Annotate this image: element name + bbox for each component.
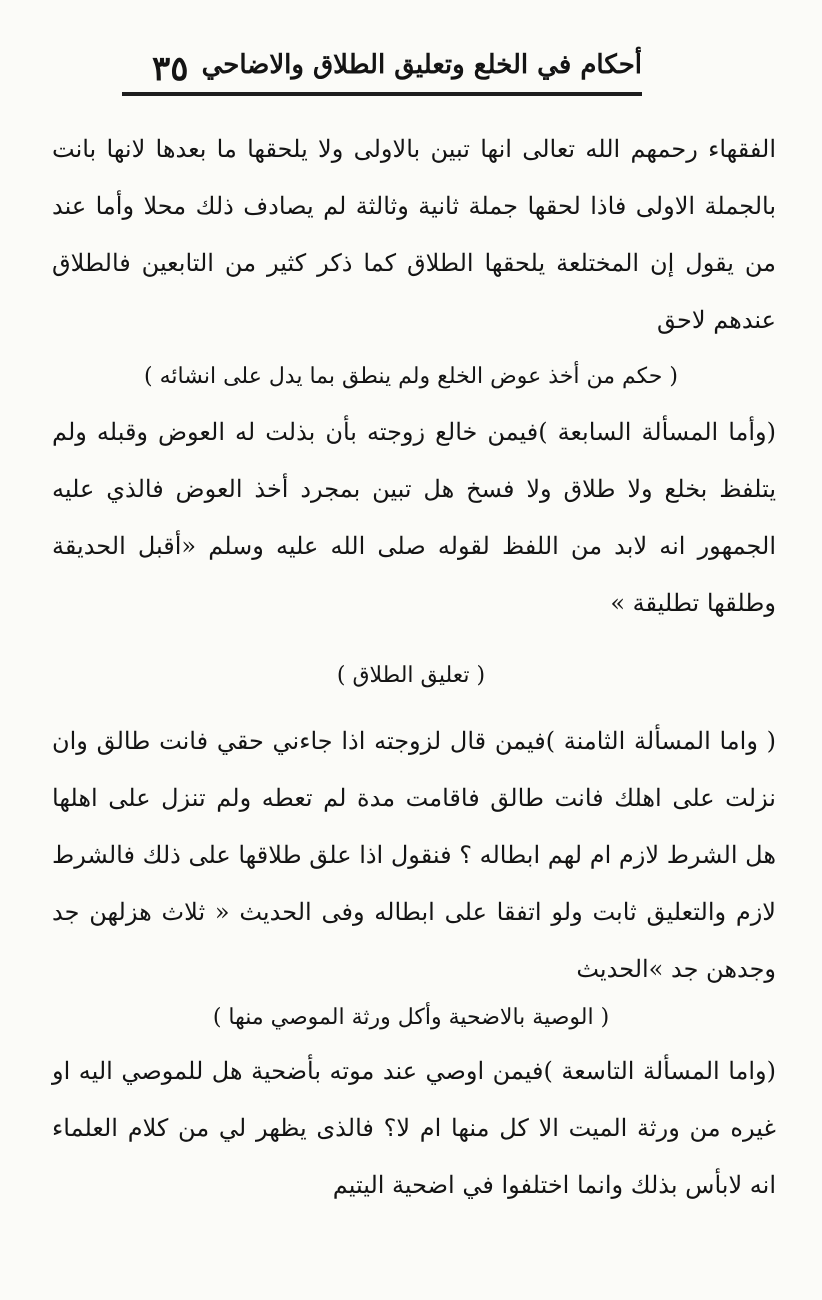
paragraph-4: (واما المسألة التاسعة )فيمن اوصي عند موته بأضحية هل للموصي اليه او غيره من ورثة الميت الا كل منها ام لا؟ فالذى يظهر لي من كلام العلماء انه لابأس بذلك وانما اختلفوا في اضحية اليتيم [52,1057,776,1199]
paragraph-2: (وأما المسألة السابعة )فيمن خالع زوجته بأن بذلت له العوض وقبله ولم يتلفظ بخلع ولا طلاق ولا فسخ هل تبين بمجرد أخذ العوض فالذي عليه الجمهور انه لابد من اللفظ لقوله صلى الله عليه وسلم «أقبل الحديقة وطلقها تطليقة » [52,418,776,617]
paragraph-1: الفقهاء رحمهم الله تعالى انها تبين بالاولى ولا يلحقها ما بعدها لانها بانت بالجملة الاولى فاذا لحقها جملة ثانية وثالثة لم يصادف ذلك محلا وأما عند من يقول إن المختلعة يلحقها الطلاق كما ذكر كثير من التابعين فالطلاق عندهم لاحق [52,135,776,334]
running-title: أحكام في الخلع وتعليق الطلاق والاضاحي [201,50,642,80]
section-heading-1: ( حكم من أخذ عوض الخلع ولم ينطق بما يدل على انشائه ) [144,364,678,389]
page-header [122,34,642,94]
header-rule [122,92,642,96]
page-number: ٣٥ [152,49,189,89]
section-heading-2: ( تعليق الطلاق ) [336,663,486,688]
paragraph-3: ( واما المسألة الثامنة )فيمن قال لزوجته اذا جاءني حقي فانت طالق وان نزلت على اهلك فانت طالق فاقامت مدة لم تعطه ولم تنزل على اهلها هل الشرط لازم ام لهم ابطاله ؟ فنقول اذا علق طلاقها على ذلك فالشرط لازم والتعليق ثابت ولو اتفقا على ابطاله وفى الحديث « ثلاث هزلهن جد وجدهن جد »الحديث [52,727,776,983]
section-heading-3: ( الوصية بالاضحية وأكل ورثة الموصي منها ) [212,1005,610,1030]
